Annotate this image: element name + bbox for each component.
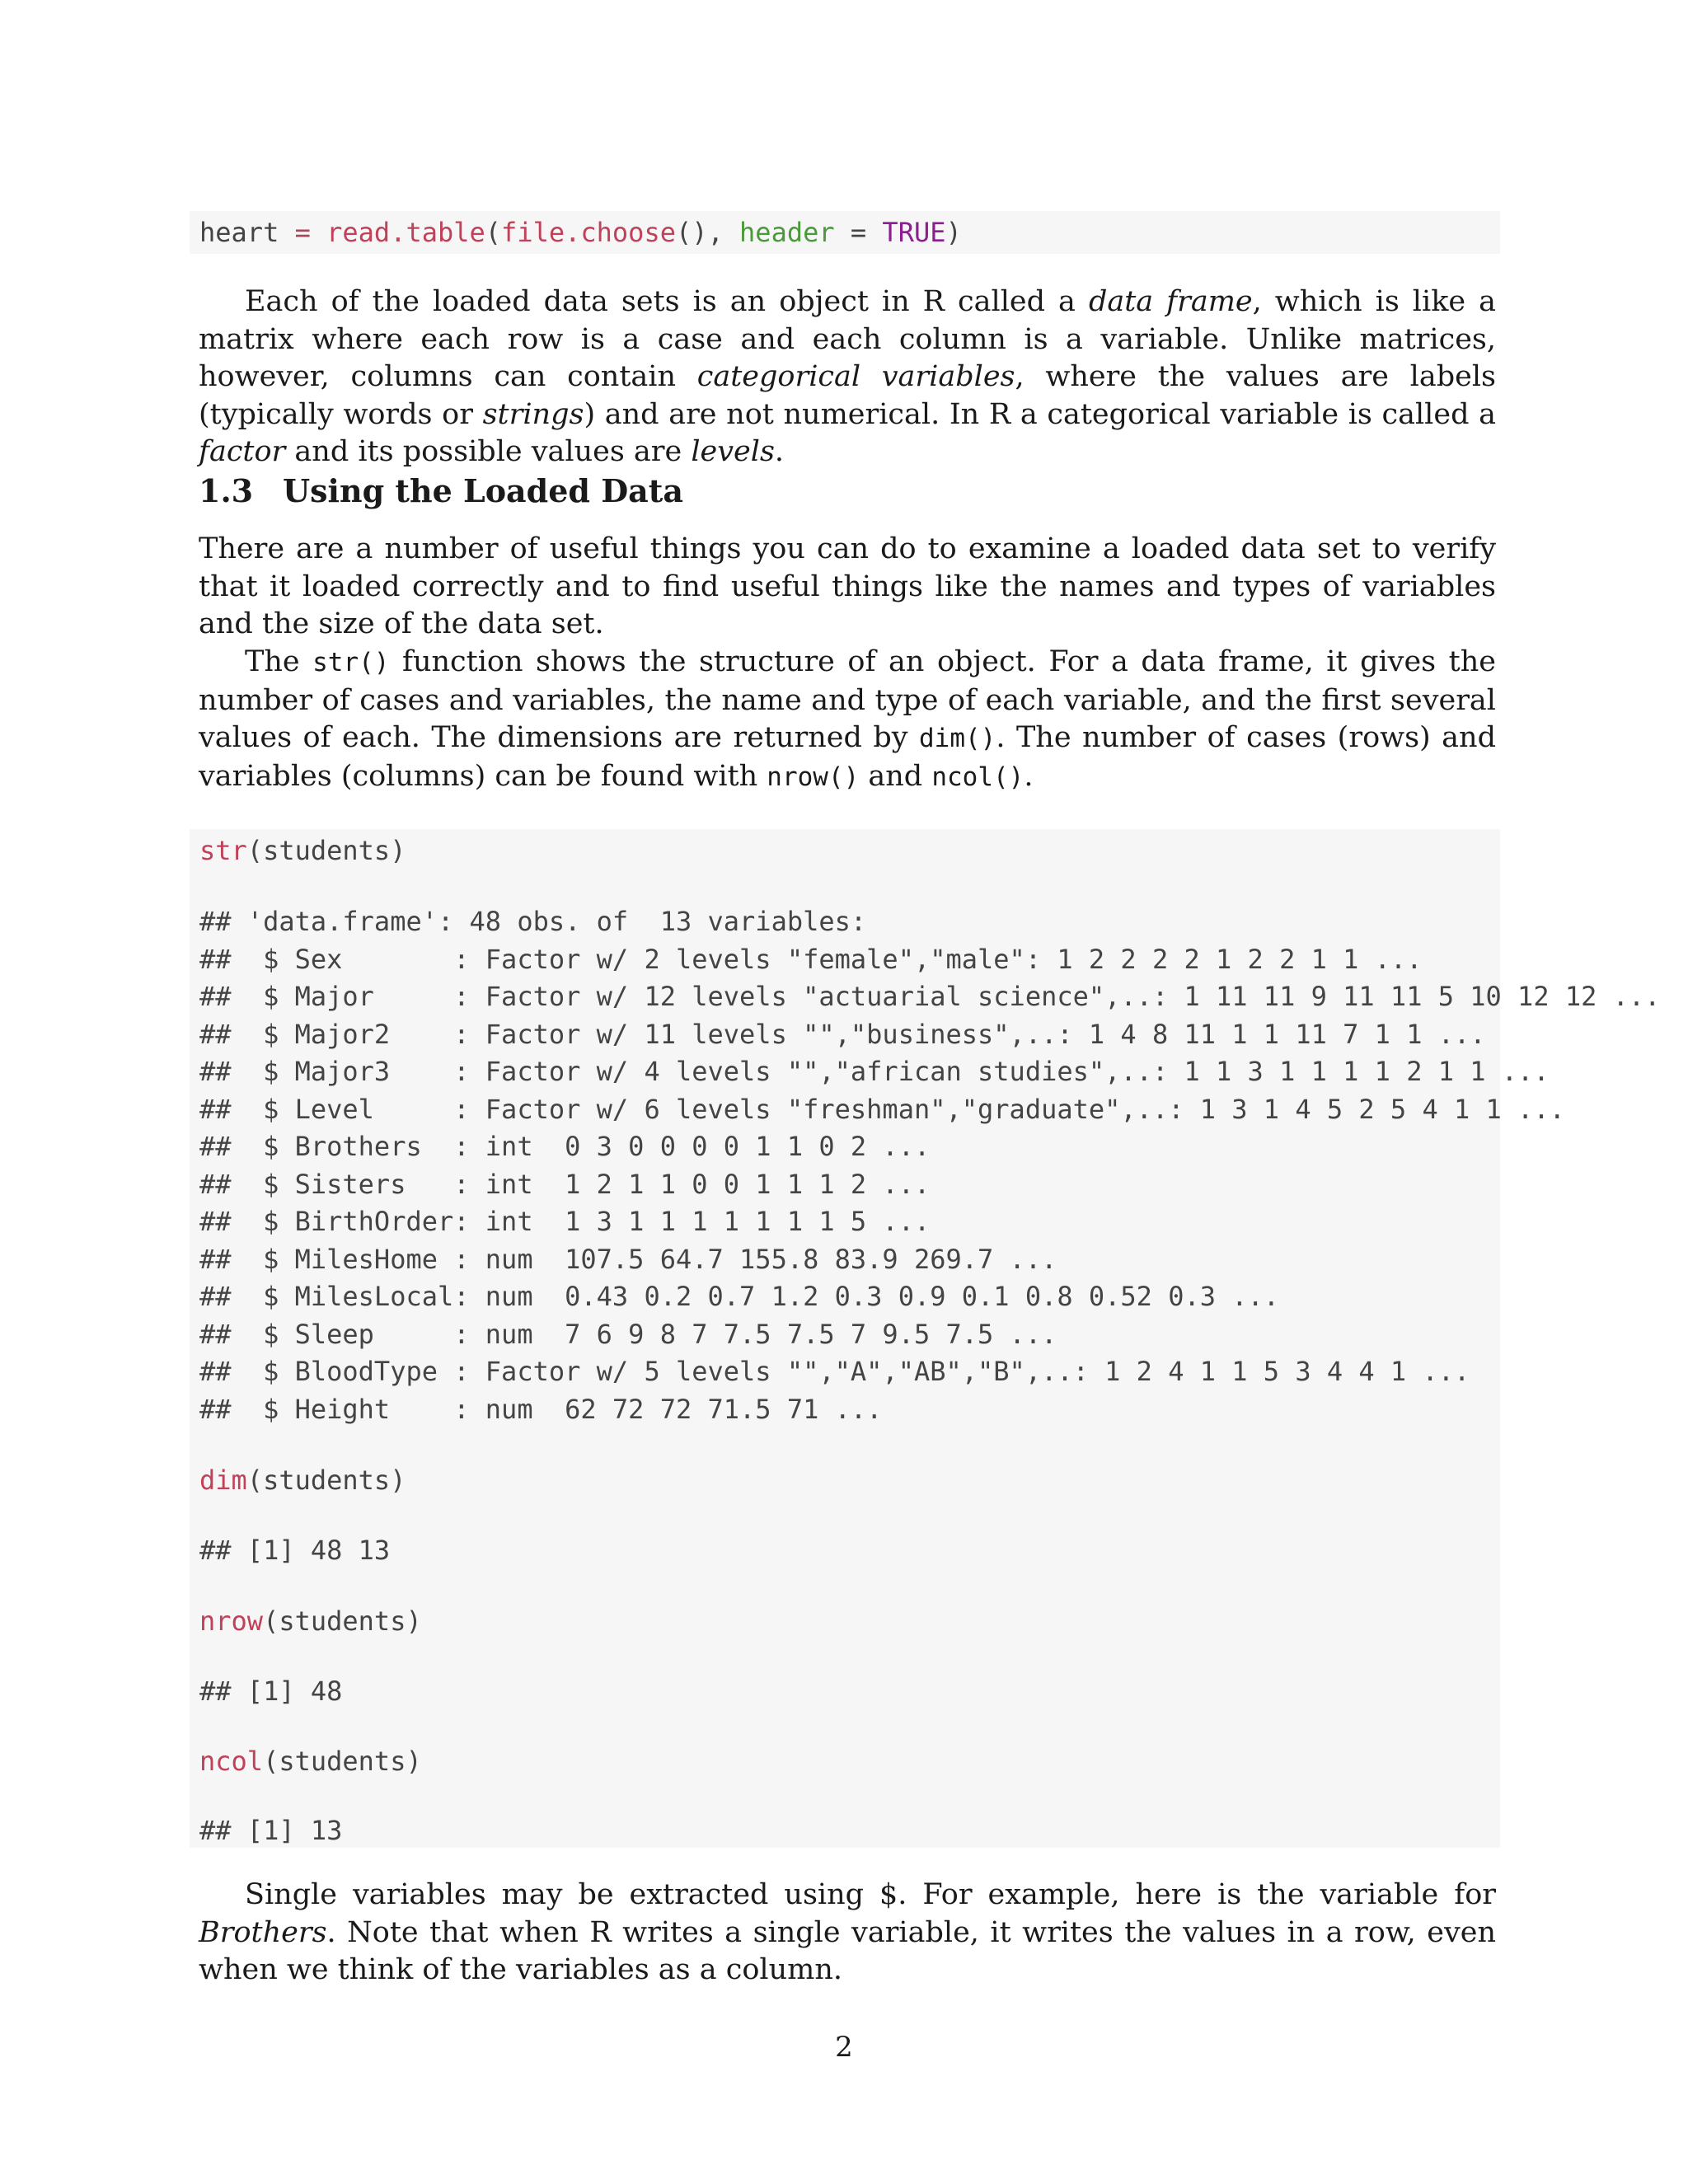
output-line: ## $ Level : Factor w/ 6 levels "freshman","graduate",..: 1 3 1 4 5 2 5 4 1 1 ... <box>199 1093 1565 1125</box>
code-token-keyword: TRUE <box>882 217 946 248</box>
paragraph-single-variables: Single variables may be extracted using $. For example, here is the variable for Brothers. Note that when R writes a single variable, it writes the values in a row, even when we think of the variables as a column. <box>199 1878 1496 1986</box>
paragraph-examine-data: There are a number of useful things you can do to examine a loaded data set to verify that it loaded correctly and to find useful things like the names and types of variables and the size of the data set. <box>199 532 1496 640</box>
code-line-ncol-call: ncol(students) <box>199 1746 422 1777</box>
code-token-function: dim <box>199 1465 247 1496</box>
code-token-paren: ( <box>485 217 502 248</box>
output-line: ## $ MilesHome : num 107.5 64.7 155.8 83.9 269.7 ... <box>199 1243 1057 1275</box>
output-line: ## $ Sisters : int 1 2 1 1 0 0 1 1 1 2 ... <box>199 1168 931 1200</box>
code-token-function: read.table <box>326 217 485 248</box>
inline-code: str() <box>312 648 390 677</box>
code-line-str-call: str(students) <box>199 835 406 866</box>
code-line-dim-call: dim(students) <box>199 1465 406 1496</box>
paragraph-str-function: The str() function shows the structure of an object. For a data frame, it gives the number of cases and variables, the name and type of each variable, and the first several values of each. The dimensions are returned by dim(). The number of cases (rows) and variables (columns) can be found with nrow() and ncol(). <box>199 645 1496 793</box>
output-line: ## $ Major : Factor w/ 12 levels "actuarial science",..: 1 11 11 9 11 11 5 10 12 12 ... <box>199 981 1661 1012</box>
code-token-function: nrow <box>199 1605 264 1637</box>
output-line: ## $ Sex : Factor w/ 2 levels "female","male": 1 2 2 2 2 1 2 2 1 1 ... <box>199 943 1423 975</box>
code-token-paren: ) <box>945 217 962 248</box>
code-token-variable: heart <box>199 217 279 248</box>
code-line-read-table <box>199 214 962 251</box>
code-token-function: file.choose <box>501 217 676 248</box>
output-line: ## $ Brothers : int 0 3 0 0 0 0 1 1 0 2 ... <box>199 1131 931 1162</box>
output-line: ## $ Height : num 62 72 72 71.5 71 ... <box>199 1393 883 1425</box>
section-title: Using the Loaded Data <box>283 472 683 509</box>
emphasis-term: levels <box>691 435 775 468</box>
output-line: ## [1] 48 13 <box>199 1535 391 1566</box>
section-number: 1.3 <box>199 472 254 509</box>
code-token-operator: = <box>850 217 867 248</box>
output-line: ## [1] 48 <box>199 1675 343 1707</box>
emphasis-term: categorical variables <box>696 360 1015 393</box>
emphasis-term: data frame <box>1088 285 1253 318</box>
code-line-nrow-call: nrow(students) <box>199 1605 422 1637</box>
output-line: ## $ BloodType : Factor w/ 5 levels "","A","AB","B",..: 1 2 4 1 1 5 3 4 4 1 ... <box>199 1356 1470 1387</box>
code-block-read-table <box>190 211 1500 254</box>
output-line: ## $ Major3 : Factor w/ 4 levels "","african studies",..: 1 1 3 1 1 1 1 2 1 1 ... <box>199 1056 1550 1087</box>
inline-code: nrow() <box>767 762 860 792</box>
output-line: ## $ Major2 : Factor w/ 11 levels "","business",..: 1 4 8 11 1 1 11 7 1 1 ... <box>199 1018 1486 1050</box>
section-heading <box>199 471 683 511</box>
code-token-operator: = <box>294 217 311 248</box>
inline-code: ncol() <box>931 762 1025 792</box>
output-line: ## 'data.frame': 48 obs. of 13 variables: <box>199 906 867 937</box>
code-block-str-output <box>190 829 1661 1848</box>
emphasis-term: factor <box>199 435 286 468</box>
page-number: 2 <box>835 2031 853 2064</box>
emphasis-term: strings <box>482 397 584 431</box>
output-line: ## [1] 13 <box>199 1815 343 1846</box>
paragraph-data-frame: Each of the loaded data sets is an object in R called a data frame, which is like a matrix where each row is a case and each column is a variable. Unlike matrices, however, columns can contain categorical variables, where the values are labels (typically words or strings) and are not numerical. In R a categorical variable is called a factor and its possible values are levels. <box>199 285 1497 468</box>
code-token-argument: header <box>739 217 835 248</box>
output-line: ## $ BirthOrder: int 1 3 1 1 1 1 1 1 1 5 ... <box>199 1206 931 1237</box>
code-token-paren: () <box>675 217 708 248</box>
inline-code: dim() <box>919 724 996 753</box>
code-token-function: ncol <box>199 1746 264 1777</box>
code-token-function: str <box>199 835 247 866</box>
output-line: ## $ MilesLocal: num 0.43 0.2 0.7 1.2 0.3 0.9 0.1 0.8 0.52 0.3 ... <box>199 1281 1280 1312</box>
emphasis-term: Brothers <box>199 1915 327 1949</box>
output-line: ## $ Sleep : num 7 6 9 8 7 7.5 7.5 7 9.5 7.5 ... <box>199 1318 1057 1350</box>
code-token-comma: , <box>707 217 724 248</box>
